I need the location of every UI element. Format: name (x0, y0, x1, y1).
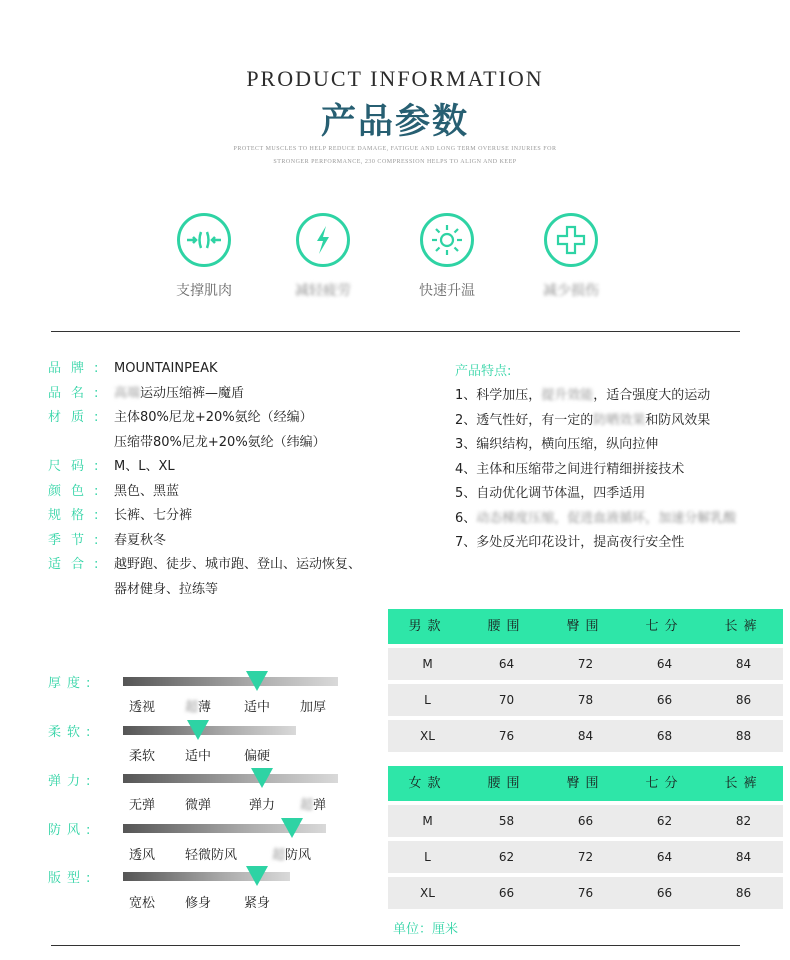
product-feature-item (455, 507, 736, 526)
table-cell: 62 (656, 814, 673, 828)
spec-key: 材质: (48, 410, 109, 425)
table-row (388, 648, 783, 680)
scale-marker (187, 720, 209, 740)
feature-text: 6、 (455, 511, 477, 526)
table-row (388, 684, 783, 716)
sun-icon (420, 213, 474, 267)
compress-arrows-icon (177, 213, 231, 267)
divider-top (51, 331, 740, 332)
table-cell: L (424, 693, 431, 707)
table-cell: 78 (577, 693, 594, 707)
spec-value (114, 384, 244, 404)
scale-option: 适中 (244, 700, 271, 715)
spec-value: M、L、XL (114, 459, 175, 474)
scale-option: 透风 (129, 848, 156, 863)
plus-icon (544, 213, 598, 267)
table-cell: XL (420, 886, 435, 900)
lightning-icon (296, 213, 350, 267)
feature-text-blurred: 防晒效果 (593, 413, 646, 428)
table-cell: 66 (656, 693, 673, 707)
table-cell: 86 (735, 693, 752, 707)
table-header-cell: 七分 (645, 776, 684, 791)
table-cell: 66 (577, 814, 594, 828)
men-size-table (388, 609, 783, 752)
table-header (388, 609, 783, 644)
table-header-cell: 男款 (408, 619, 447, 634)
product-feature-item (455, 433, 658, 452)
table-cell: 66 (498, 886, 515, 900)
product-feature-item (455, 531, 684, 550)
spec-key: 颜色: (48, 484, 109, 499)
scale-marker (246, 671, 268, 691)
feature-label: 快速升温 (419, 283, 475, 299)
table-cell: 86 (735, 886, 752, 900)
table-cell: 64 (656, 850, 673, 864)
spec-key: 季节: (48, 533, 109, 548)
spec-value: 越野跑、徒步、城市跑、登山、运动恢复、 (114, 557, 362, 572)
feature-text: 和防风效果 (645, 413, 711, 428)
scale-bar (123, 774, 338, 783)
feature-warmup (387, 213, 507, 300)
feature-fatigue (263, 213, 383, 300)
table-cell: 70 (498, 693, 515, 707)
scale-label: 厚度: (48, 676, 97, 691)
product-feature-item (455, 458, 684, 477)
feature-text: 4、主体和压缩带之间进行精细拼接技术 (455, 462, 685, 477)
title-subtitle: PROTECT MUSCLES TO HELP REDUCE DAMAGE, FATIGUE AND LONG TERM OVERUSE INJURIES FOR STRONGER PERFORMANCE, 230 COMPRESSION HELPS TO ALIGN AND KEEP (233, 146, 557, 165)
table-row (388, 841, 783, 873)
title-english: PRODUCT INFORMATION (246, 66, 544, 91)
table-header-cell: 臀围 (566, 776, 605, 791)
feature-text: 3、编织结构，横向压缩，纵向拉伸 (455, 437, 659, 452)
product-feature-item (455, 482, 645, 501)
table-cell: 84 (735, 850, 752, 864)
table-cell: 72 (577, 850, 594, 864)
feature-text: 1、科学加压， (455, 388, 542, 403)
table-cell: 82 (735, 814, 752, 828)
scale-option: 柔软 (129, 749, 156, 764)
scale-option: 宽松 (129, 896, 156, 911)
table-header-cell: 女款 (408, 776, 447, 791)
scale-marker (281, 818, 303, 838)
scale-label: 版型: (48, 871, 97, 886)
feature-label: 减少损伤 (543, 283, 599, 299)
table-header-cell: 臀围 (566, 619, 605, 634)
table-cell: M (422, 814, 433, 828)
scale-option: 适中 (185, 749, 212, 764)
feature-text: 5、自动优化调节体温，四季适用 (455, 486, 646, 501)
table-header-cell: 长裤 (724, 619, 763, 634)
feature-text-blurred: 动态梯度压缩，促进血液循环，加速分解乳酸 (476, 511, 737, 526)
spec-key: 品牌: (48, 361, 109, 376)
table-row (388, 805, 783, 837)
title-chinese: 产品参数 (320, 102, 469, 142)
feature-label: 支撑肌肉 (176, 283, 232, 299)
women-size-table (388, 766, 783, 909)
spec-value: 黑色、黑蓝 (114, 484, 180, 499)
product-feature-item (455, 409, 710, 428)
scale-bar (123, 726, 296, 735)
scale-option: 加厚 (300, 700, 327, 715)
divider-bottom (51, 945, 740, 946)
spec-value: 主体80%尼龙+20%氨纶（经编） (114, 410, 313, 425)
feature-text: ，适合强度大的运动 (593, 388, 711, 403)
scale-option: 无弹 (129, 798, 156, 813)
product-feature-item (455, 384, 710, 403)
scale-option: 紧身 (244, 896, 271, 911)
spec-value: 压缩带80%尼龙+20%氨纶（纬编） (114, 435, 326, 450)
table-cell: 64 (656, 657, 673, 671)
table-header-cell: 长裤 (724, 776, 763, 791)
spec-value: 春夏秋冬 (114, 533, 167, 548)
table-row (388, 720, 783, 752)
scale-option: 超防风 (272, 848, 312, 863)
feature-text: 7、多处反光印花设计，提高夜行安全性 (455, 535, 685, 550)
scale-option: 超薄 (185, 700, 212, 715)
scale-marker (251, 768, 273, 788)
spec-value-blurred: 高端 (114, 386, 141, 401)
feature-support (144, 213, 264, 300)
spec-key: 品名: (48, 386, 109, 401)
table-cell: 66 (656, 886, 673, 900)
spec-value: MOUNTAINPEAK (114, 361, 218, 376)
unit-label: 单位：厘米 (393, 922, 459, 937)
scale-label: 防风: (48, 823, 97, 838)
feature-label: 减轻疲劳 (295, 283, 351, 299)
scale-option: 轻微防风 (185, 848, 238, 863)
table-cell: 68 (656, 729, 673, 743)
table-cell: 64 (498, 657, 515, 671)
table-cell: L (424, 850, 431, 864)
scale-option: 超弹 (300, 798, 327, 813)
product-features-title: 产品特点: (455, 364, 512, 379)
table-header-cell: 腰围 (487, 776, 526, 791)
table-header-cell: 腰围 (487, 619, 526, 634)
table-cell: 76 (498, 729, 515, 743)
table-cell: 58 (498, 814, 515, 828)
table-cell: 76 (577, 886, 594, 900)
table-cell: 62 (498, 850, 515, 864)
spec-key: 规格: (48, 508, 109, 523)
table-cell: 84 (577, 729, 594, 743)
spec-value: 长裤、七分裤 (114, 508, 193, 523)
scale-bar (123, 677, 338, 686)
scale-marker (246, 866, 268, 886)
table-header (388, 766, 783, 801)
scale-option: 微弹 (185, 798, 212, 813)
spec-value: 器材健身、拉练等 (114, 582, 219, 597)
scale-option: 弹力 (249, 798, 276, 813)
feature-text: 2、透气性好，有一定的 (455, 413, 594, 428)
table-cell: 72 (577, 657, 594, 671)
feature-injury (511, 213, 631, 300)
scale-option: 透视 (129, 700, 156, 715)
spec-key: 尺码: (48, 459, 109, 474)
table-cell: M (422, 657, 433, 671)
scale-option: 偏硬 (244, 749, 271, 764)
table-cell: 88 (735, 729, 752, 743)
scale-label: 柔软: (48, 725, 97, 740)
feature-text-blurred: 提升效能 (541, 388, 594, 403)
spec-key: 适合: (48, 557, 109, 572)
table-row (388, 877, 783, 909)
scale-label: 弹力: (48, 774, 97, 789)
table-header-cell: 七分 (645, 619, 684, 634)
spec-value-text: 运动压缩裤—魔盾 (140, 386, 245, 401)
table-cell: 84 (735, 657, 752, 671)
table-cell: XL (420, 729, 435, 743)
scale-option: 修身 (185, 896, 212, 911)
